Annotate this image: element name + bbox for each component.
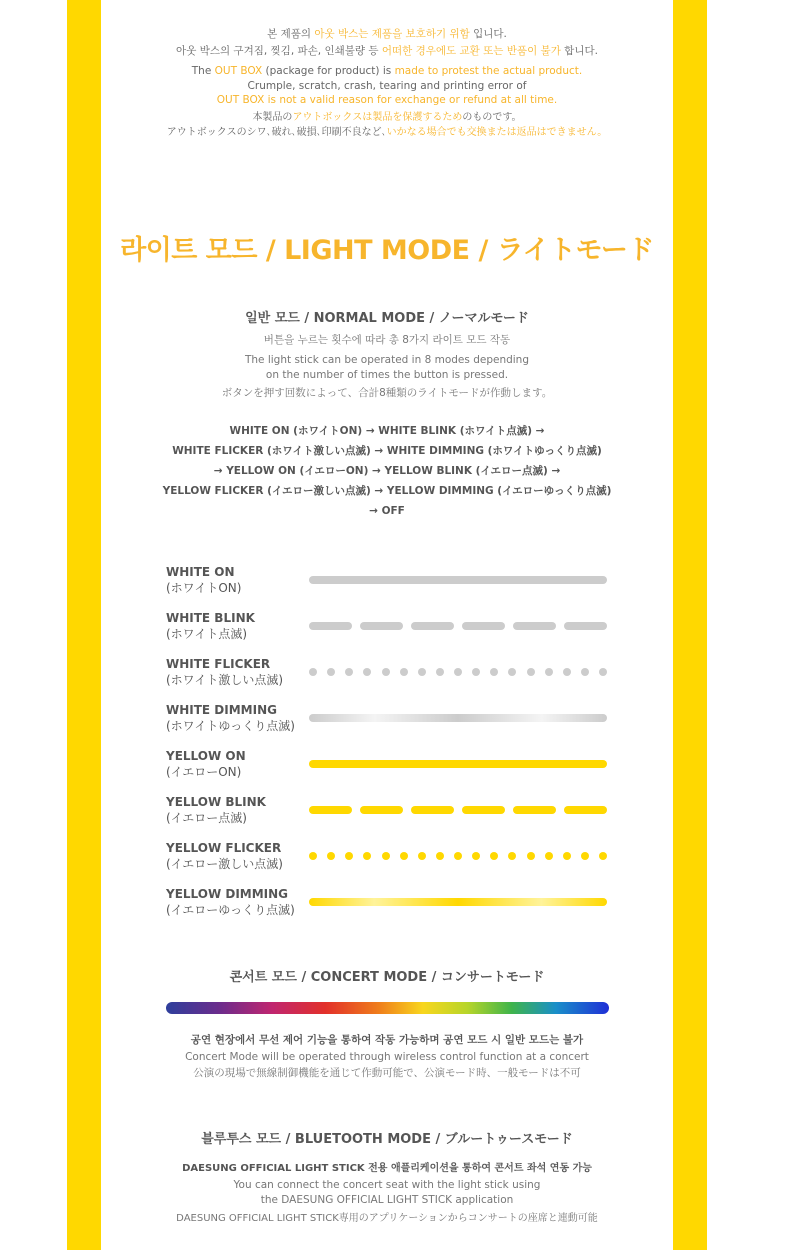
mode-sequence xyxy=(101,421,673,521)
notice-text: The xyxy=(191,65,215,77)
mode-label xyxy=(166,748,246,780)
mode-dash-segment xyxy=(564,806,607,814)
mode-name-en: WHITE FLICKER xyxy=(166,657,271,671)
notice-text: アウトボックスのシワ､破れ､破損､印刷不良など､ xyxy=(166,127,387,138)
page-content xyxy=(101,0,673,1250)
bluetooth-desc-en-1: You can connect the concert seat with the light stick using xyxy=(233,1179,541,1191)
mode-name-en: WHITE DIMMING xyxy=(166,703,277,717)
notice-highlight: 아웃 박스는 제품을 보호하기 위함 xyxy=(314,28,470,40)
mode-dash-segment xyxy=(360,806,403,814)
mode-indicator xyxy=(309,852,609,862)
mode-label xyxy=(166,886,295,918)
notice-korean xyxy=(101,26,673,60)
mode-dash-segment xyxy=(513,806,556,814)
mode-dot xyxy=(345,668,353,676)
mode-dot xyxy=(472,852,480,860)
normal-mode-desc-en-2: on the number of times the button is pressed. xyxy=(265,369,509,381)
mode-name-ja: (イエロー点滅) xyxy=(166,811,247,825)
mode-dot xyxy=(527,852,535,860)
notice-ja-line-1 xyxy=(101,110,673,125)
mode-name-ja: (イエローゆっくり点滅) xyxy=(166,903,295,917)
mode-indicator xyxy=(309,760,609,770)
sequence-line: → YELLOW ON (イエローON) → YELLOW BLINK (イエロー点滅) → xyxy=(213,465,561,477)
mode-solid-bar xyxy=(309,760,607,768)
mode-name-ja: (ホワイト点滅) xyxy=(166,627,248,641)
mode-dot xyxy=(563,668,571,676)
sequence-line: WHITE ON (ホワイトON) → WHITE BLINK (ホワイト点滅) → xyxy=(229,425,545,437)
normal-mode-desc-ko: 버튼을 누르는 횟수에 따라 총 8가지 라이트 모드 작동 xyxy=(263,334,511,346)
concert-desc-en: Concert Mode will be operated through wireless control function at a concert xyxy=(185,1050,589,1063)
normal-mode-desc-ja: ボタンを押す回数によって、合計8種類のライトモードが作動します。 xyxy=(221,387,553,399)
mode-dot xyxy=(545,668,553,676)
light-mode-title: 라이트 모드 / LIGHT MODE / ライトモード xyxy=(120,235,654,266)
bluetooth-mode-description xyxy=(101,1161,673,1226)
notice-text: 本製品の xyxy=(252,112,293,123)
mode-name-en: WHITE ON xyxy=(166,565,235,579)
mode-dot xyxy=(436,852,444,860)
mode-name-en: YELLOW FLICKER xyxy=(166,841,282,855)
notice-text: 본 제품의 xyxy=(267,28,315,40)
mode-label xyxy=(166,702,295,734)
mode-dot xyxy=(345,852,353,860)
mode-dot xyxy=(563,852,571,860)
mode-dot xyxy=(382,852,390,860)
mode-row xyxy=(166,840,611,880)
mode-row xyxy=(166,794,611,834)
mode-indicator xyxy=(309,576,609,586)
concert-desc-ja: 公演の現場で無線制御機能を通じて作動可能で、公演モード時、一般モードは不可 xyxy=(193,1067,581,1079)
mode-name-ja: (イエローON) xyxy=(166,765,242,779)
mode-dot xyxy=(527,668,535,676)
mode-dot xyxy=(436,668,444,676)
mode-label xyxy=(166,564,241,596)
concert-mode-description xyxy=(101,1032,673,1082)
mode-row xyxy=(166,564,611,604)
mode-dash-segment xyxy=(309,622,352,630)
mode-dot xyxy=(309,668,317,676)
mode-name-en: YELLOW DIMMING xyxy=(166,887,289,901)
notice-text: 입니다. xyxy=(469,28,507,40)
mode-name-en: YELLOW ON xyxy=(166,749,246,763)
normal-mode-title: 일반 모드 / NORMAL MODE / ノーマルモード xyxy=(245,311,529,326)
left-yellow-border xyxy=(67,0,101,1250)
mode-indicator xyxy=(309,806,609,816)
mode-dot xyxy=(382,668,390,676)
sequence-line: YELLOW FLICKER (イエロー激しい点滅) → YELLOW DIMMING (イエローゆっくり点滅) xyxy=(162,485,612,497)
mode-label xyxy=(166,840,283,872)
mode-dot xyxy=(472,668,480,676)
normal-mode-description xyxy=(101,333,673,401)
notice-highlight: アウトボックスは製品を保護するため xyxy=(292,112,463,123)
mode-name-ja: (ホワイトON) xyxy=(166,581,242,595)
notice-highlight: いかなる場合でも交換または返品はできません。 xyxy=(386,127,608,138)
mode-dash-segment xyxy=(309,806,352,814)
notice-text: (package for product) is xyxy=(262,65,395,77)
mode-indicator xyxy=(309,714,609,724)
mode-dot xyxy=(454,668,462,676)
mode-dot xyxy=(581,852,589,860)
notice-en-line-1 xyxy=(101,64,673,79)
normal-mode-desc-en-1: The light stick can be operated in 8 modes depending xyxy=(244,354,530,366)
mode-dot xyxy=(454,852,462,860)
bluetooth-desc-ko: DAESUNG OFFICIAL LIGHT STICK 전용 애플리케이션을 통하여 콘서트 좌석 연동 가능 xyxy=(182,1163,592,1174)
mode-name-ja: (イエロー激しい点滅) xyxy=(166,857,283,871)
mode-dot xyxy=(327,668,335,676)
mode-dot xyxy=(581,668,589,676)
mode-dash-segment xyxy=(564,622,607,630)
notice-ko-line-2 xyxy=(101,43,673,60)
notice-text: のものです。 xyxy=(462,112,522,123)
concert-mode-rainbow-bar xyxy=(166,1002,609,1014)
bluetooth-desc-en-2: the DAESUNG OFFICIAL LIGHT STICK application xyxy=(260,1194,514,1206)
notice-text: 합니다. xyxy=(560,45,598,57)
mode-dot xyxy=(490,668,498,676)
concert-desc-ko: 공연 현장에서 무선 제어 기능을 통하여 작동 가능하며 공연 모드 시 일반 모드는 불가 xyxy=(190,1034,584,1046)
right-yellow-border xyxy=(673,0,707,1250)
mode-dot xyxy=(309,852,317,860)
notice-ja-line-2 xyxy=(101,125,673,140)
sequence-line: → OFF xyxy=(369,505,405,517)
mode-indicator xyxy=(309,622,609,632)
notice-ko-line-1 xyxy=(101,26,673,43)
mode-dot xyxy=(545,852,553,860)
mode-indicator xyxy=(309,898,609,908)
mode-name-ja: (ホワイト激しい点滅) xyxy=(166,673,284,687)
mode-label xyxy=(166,794,266,826)
mode-dot xyxy=(327,852,335,860)
mode-dash-segment xyxy=(360,622,403,630)
mode-dash-segment xyxy=(462,622,505,630)
mode-dash-segment xyxy=(411,622,454,630)
mode-dot xyxy=(508,668,516,676)
mode-dimming-bar xyxy=(309,898,607,906)
notice-text: 아웃 박스의 구겨짐, 찢김, 파손, 인쇄불량 등 xyxy=(176,45,382,57)
notice-highlight: OUT BOX xyxy=(214,65,263,77)
mode-dot xyxy=(363,668,371,676)
mode-row xyxy=(166,886,611,926)
sequence-line: WHITE FLICKER (ホワイト激しい点滅) → WHITE DIMMING (ホワイトゆっくり点滅) xyxy=(172,445,602,457)
mode-row xyxy=(166,748,611,788)
mode-label xyxy=(166,610,255,642)
mode-name-en: WHITE BLINK xyxy=(166,611,255,625)
mode-dot xyxy=(418,668,426,676)
mode-dot xyxy=(400,668,408,676)
notice-highlight: 어떠한 경우에도 교환 또는 반품이 불가 xyxy=(381,45,561,57)
bluetooth-desc-ja: DAESUNG OFFICIAL LIGHT STICK専用のアプリケーションからコンサートの座席と連動可能 xyxy=(176,1213,598,1224)
notice-highlight: made to protest the actual product. xyxy=(394,65,583,77)
mode-name-en: YELLOW BLINK xyxy=(166,795,266,809)
mode-dot xyxy=(599,852,607,860)
mode-dimming-bar xyxy=(309,714,607,722)
mode-row xyxy=(166,610,611,650)
mode-dot xyxy=(400,852,408,860)
notice-english xyxy=(101,64,673,108)
mode-dash-segment xyxy=(462,806,505,814)
mode-indicator xyxy=(309,668,609,678)
mode-dot xyxy=(418,852,426,860)
mode-solid-bar xyxy=(309,576,607,584)
mode-dash-segment xyxy=(513,622,556,630)
mode-row xyxy=(166,702,611,742)
mode-name-ja: (ホワイトゆっくり点滅) xyxy=(166,719,295,733)
mode-row xyxy=(166,656,611,696)
notice-japanese xyxy=(101,110,673,140)
mode-dot xyxy=(508,852,516,860)
notice-en-line-3: OUT BOX is not a valid reason for exchange or refund at all time. xyxy=(216,94,558,106)
mode-dash-segment xyxy=(411,806,454,814)
mode-dot xyxy=(490,852,498,860)
mode-label xyxy=(166,656,283,688)
notice-en-line-2: Crumple, scratch, crash, tearing and printing error of xyxy=(247,79,527,92)
bluetooth-mode-title: 블루투스 모드 / BLUETOOTH MODE / ブルートゥースモード xyxy=(201,1132,573,1147)
concert-mode-title: 콘서트 모드 / CONCERT MODE / コンサートモード xyxy=(229,970,545,985)
mode-dot xyxy=(363,852,371,860)
mode-dot xyxy=(599,668,607,676)
